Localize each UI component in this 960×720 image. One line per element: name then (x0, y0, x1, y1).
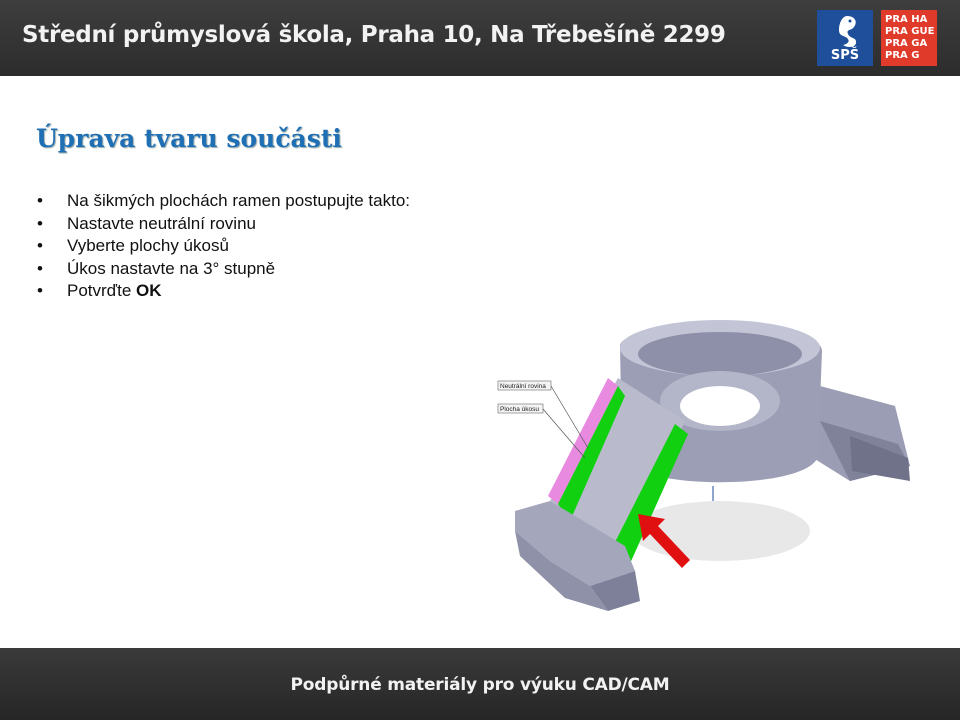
bullet-item: • Úkos nastavte na 3° stupně (37, 258, 410, 281)
prague-logo-line: PRA HA (885, 14, 928, 25)
prague-logo-line: PRA GA (885, 38, 928, 49)
bullet-item: • Nastavte neutrální rovinu (37, 213, 410, 236)
bullet-item (37, 280, 410, 303)
bullet-text: Potvrďte (67, 281, 137, 300)
callout-leader-faces (543, 409, 585, 458)
sps-logo (817, 10, 873, 66)
cad-part-figure (490, 306, 930, 616)
cylinder-bore (680, 386, 760, 426)
footer-bar (0, 648, 960, 720)
cylinder-inner-wall (638, 332, 802, 376)
sps-logo-text: SPŠ (830, 48, 860, 63)
callout-leader-neutral (551, 386, 588, 448)
bullet-item: • Vyberte plochy úkosů (37, 235, 410, 258)
bullet-bold-ok: OK (136, 281, 162, 300)
prague-logo-line: PRA G (885, 50, 920, 61)
prague-logo (881, 10, 937, 66)
prague-logo-line: PRA GUE (885, 26, 935, 37)
callout-neutral-label: Neutrální rovina (500, 383, 546, 390)
school-name: Střední průmyslová škola, Praha 10, Na Třebešíně 2299 (22, 22, 726, 48)
bullet-list (37, 190, 410, 303)
bullet-item: • Na šikmých plochách ramen postupujte takto: (37, 190, 410, 213)
footer-text: Podpůrné materiály pro výuku CAD/CAM (290, 675, 670, 695)
slide-title: Úprava tvaru součásti (36, 124, 342, 153)
callout-faces-label: Plocha úkosu (500, 406, 540, 413)
header-bar (0, 0, 960, 76)
